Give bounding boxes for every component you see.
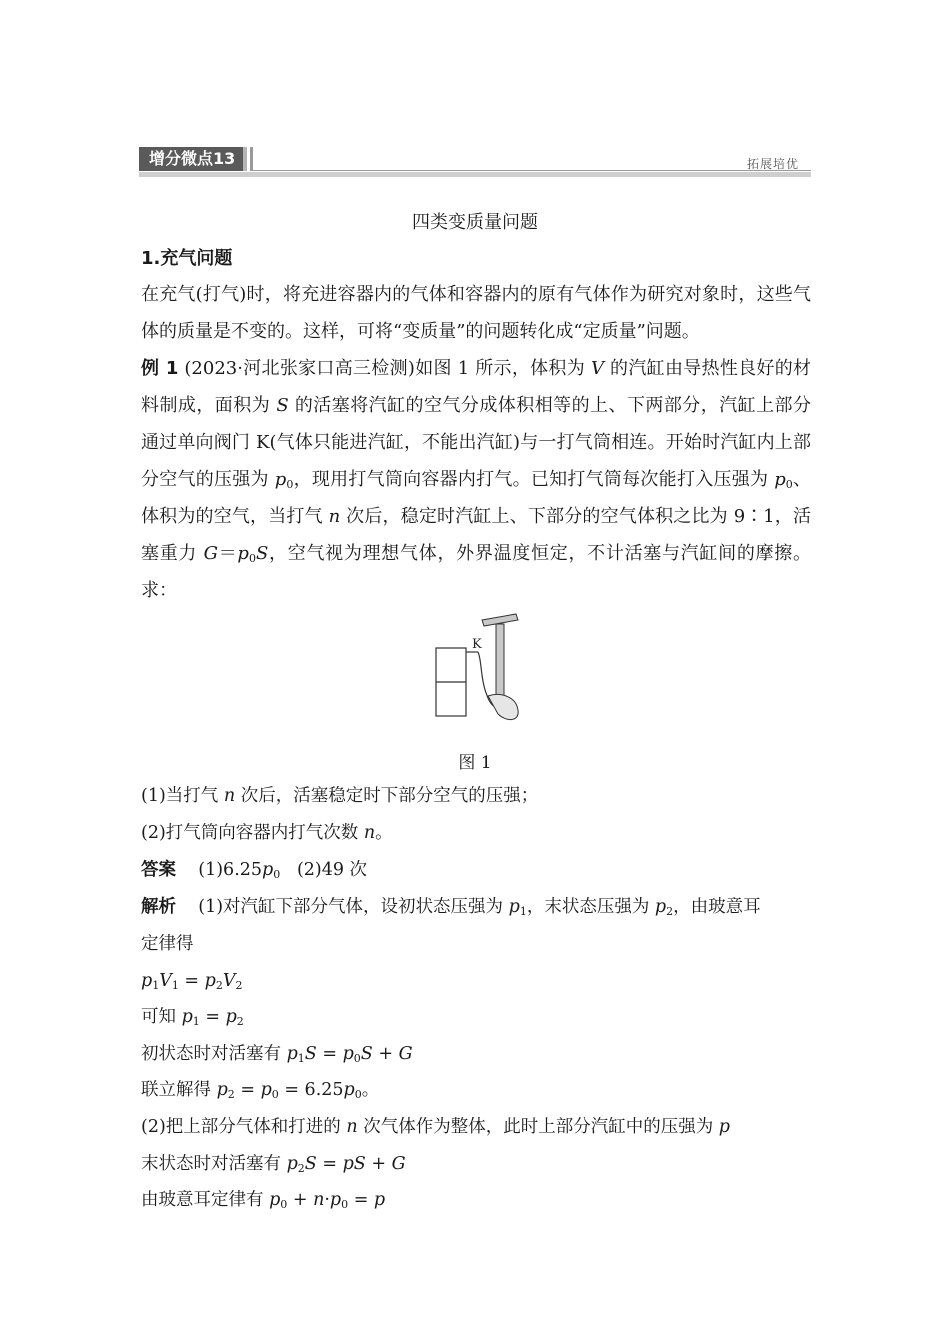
valve-label: K: [472, 637, 482, 652]
subscript: 0: [248, 552, 256, 565]
text: 由玻意耳定律有: [141, 1190, 270, 1210]
var-v: V: [591, 358, 605, 379]
var: V: [222, 971, 236, 991]
answer-1: (1)6.25: [198, 860, 263, 880]
text: 初状态时对活塞有: [141, 1044, 287, 1064]
var: p: [204, 971, 216, 991]
operator: =: [178, 971, 205, 991]
var: p: [269, 1190, 281, 1210]
var-p: p: [274, 469, 287, 490]
operator: +: [365, 1154, 392, 1174]
page-title: 四类变质量问题: [412, 212, 538, 233]
var: p: [286, 1154, 298, 1174]
q-text: 次后，活塞稳定时下部分空气的压强；: [235, 786, 539, 806]
var: S: [304, 1154, 317, 1174]
text: 联立解得: [141, 1080, 217, 1100]
subscript: 1: [171, 979, 179, 992]
header-right-tag: 拓展培优: [746, 157, 799, 171]
operator: =: [316, 1044, 343, 1064]
equation-5: [141, 1152, 406, 1176]
analysis-line-5: [141, 1115, 730, 1139]
example-text: 如图 1 所示，体积为: [414, 358, 592, 379]
text: (1)对汽缸下部分气体，设初状态压强为: [198, 897, 509, 917]
subscript: 0: [785, 478, 793, 491]
operator: =: [234, 1080, 261, 1100]
example-text: 次后，稳定时汽缸上、下部分的空气体积之比为 9∶1，活塞重力: [141, 506, 811, 564]
subscript: 0: [271, 1088, 279, 1101]
subscript: 2: [235, 979, 243, 992]
operator: = 6.25: [278, 1080, 344, 1100]
var: G: [398, 1044, 413, 1064]
q-text: (2)打气筒向容器内打气次数: [141, 823, 364, 843]
operator: =: [316, 1154, 343, 1174]
example-paragraph: [141, 350, 811, 609]
section-header: [139, 143, 811, 179]
subscript: 2: [297, 1162, 305, 1175]
var-s: S: [255, 543, 269, 564]
example-source: (2023·河北张家口高三检测): [184, 358, 415, 379]
intro-paragraph: 在充气(打气)时，将充进容器内的气体和容器内的原有气体作为研究对象时，这些气体的质量是不变的。这样，可将“变质量”的问题转化成“定质量”问题。: [141, 284, 811, 342]
var: p: [216, 1080, 228, 1100]
operator: =: [348, 1190, 374, 1210]
text: 可知: [141, 1007, 182, 1027]
pump-barrel: [496, 624, 504, 696]
equation-1: [141, 969, 242, 993]
subscript: 2: [666, 905, 674, 918]
var: S: [360, 1044, 373, 1064]
subscript: 2: [215, 979, 223, 992]
operator: =: [199, 1007, 226, 1027]
cylinder-pump-figure: [430, 610, 530, 726]
answer-label: 答案: [141, 860, 176, 880]
var: p: [373, 1190, 386, 1210]
analysis-line-2: 定律得: [141, 934, 194, 954]
text: ，末状态压强为: [526, 897, 655, 917]
text: 。: [361, 1080, 380, 1100]
text: 次气体作为整体，此时上部分汽缸中的压强为: [357, 1117, 719, 1137]
var: n: [313, 1190, 325, 1210]
equation-4: [141, 1078, 379, 1102]
var: p: [343, 1080, 355, 1100]
subscript: 1: [519, 905, 527, 918]
var: p: [342, 1044, 354, 1064]
text: 末状态时对活塞有: [141, 1154, 287, 1174]
subscript: 0: [273, 868, 281, 881]
text: (2)把上部分气体和打进的: [141, 1117, 347, 1137]
var-p: p: [718, 1117, 730, 1137]
example-label: 例 1: [141, 358, 179, 379]
example-text: ，空气视为理想气体，外界温度恒定，不计活塞与汽缸间的摩擦。求：: [141, 543, 812, 601]
operator: +: [372, 1044, 399, 1064]
figure-caption: 图 1: [458, 753, 492, 773]
subscript: 0: [341, 1198, 349, 1211]
var: p: [141, 971, 153, 991]
equation-6: [141, 1188, 385, 1212]
var-p: p: [774, 469, 786, 490]
subscript: 0: [280, 1198, 288, 1211]
answer-line: [141, 858, 367, 882]
header-rule: [139, 172, 811, 177]
subscript: 1: [192, 1015, 200, 1028]
var: p: [329, 1190, 342, 1210]
var: S: [353, 1154, 366, 1174]
var-s: S: [276, 395, 289, 416]
subscript: 2: [227, 1088, 235, 1101]
var: p: [342, 1154, 354, 1174]
subscript: 2: [236, 1015, 244, 1028]
pump-base: [488, 695, 518, 720]
equation-2: [141, 1005, 244, 1029]
var-n: n: [346, 1117, 358, 1137]
analysis-line-1: [141, 895, 761, 919]
var: G: [391, 1154, 406, 1174]
q-text: 。: [375, 823, 393, 843]
analysis-label: 解析: [141, 897, 176, 917]
example-text: ＝: [217, 543, 238, 564]
question-2: [141, 821, 393, 845]
var-p: p: [237, 543, 249, 564]
var-p: p: [508, 897, 520, 917]
text: ，由玻意耳: [673, 897, 761, 917]
var-n: n: [363, 823, 376, 843]
var: p: [286, 1044, 298, 1064]
var-n: n: [328, 506, 341, 527]
example-text: 的活塞将汽缸的空气分成体积相等的上、下两部分，汽缸上部分通过单向阀门 K(气体只能进汽缸，不能出汽缸)与一打气筒相连。开始时汽缸内上部分空气的压强为: [141, 395, 811, 490]
equation-3: [141, 1042, 413, 1066]
var: S: [304, 1044, 317, 1064]
section-tag: 增分微点13: [139, 147, 247, 171]
section-title: 1.充气问题: [141, 248, 233, 269]
question-1: [141, 784, 538, 808]
subscript: 0: [354, 1088, 362, 1101]
example-text: 、体积为的空气，当打气: [141, 469, 811, 527]
subscript: 0: [286, 478, 294, 491]
operator: ·: [324, 1190, 330, 1210]
subscript: 1: [297, 1052, 305, 1065]
operator: +: [287, 1190, 314, 1210]
var: p: [225, 1007, 237, 1027]
var: p: [260, 1080, 272, 1100]
var-p: p: [654, 897, 667, 917]
example-text: 的汽缸由导热性良好的材料制成，面积为: [141, 358, 811, 416]
var-g: G: [203, 543, 218, 564]
q-text: (1)当打气: [141, 786, 224, 806]
subscript: 1: [152, 979, 160, 992]
answer-2: (2)49 次: [296, 860, 368, 880]
var-n: n: [223, 786, 236, 806]
subscript: 0: [353, 1052, 361, 1065]
var: V: [159, 971, 172, 991]
var-p: p: [262, 860, 274, 880]
example-text: ，现用打气筒向容器内打气。已知打气筒每次能打入压强为: [293, 469, 775, 490]
var: p: [181, 1007, 193, 1027]
